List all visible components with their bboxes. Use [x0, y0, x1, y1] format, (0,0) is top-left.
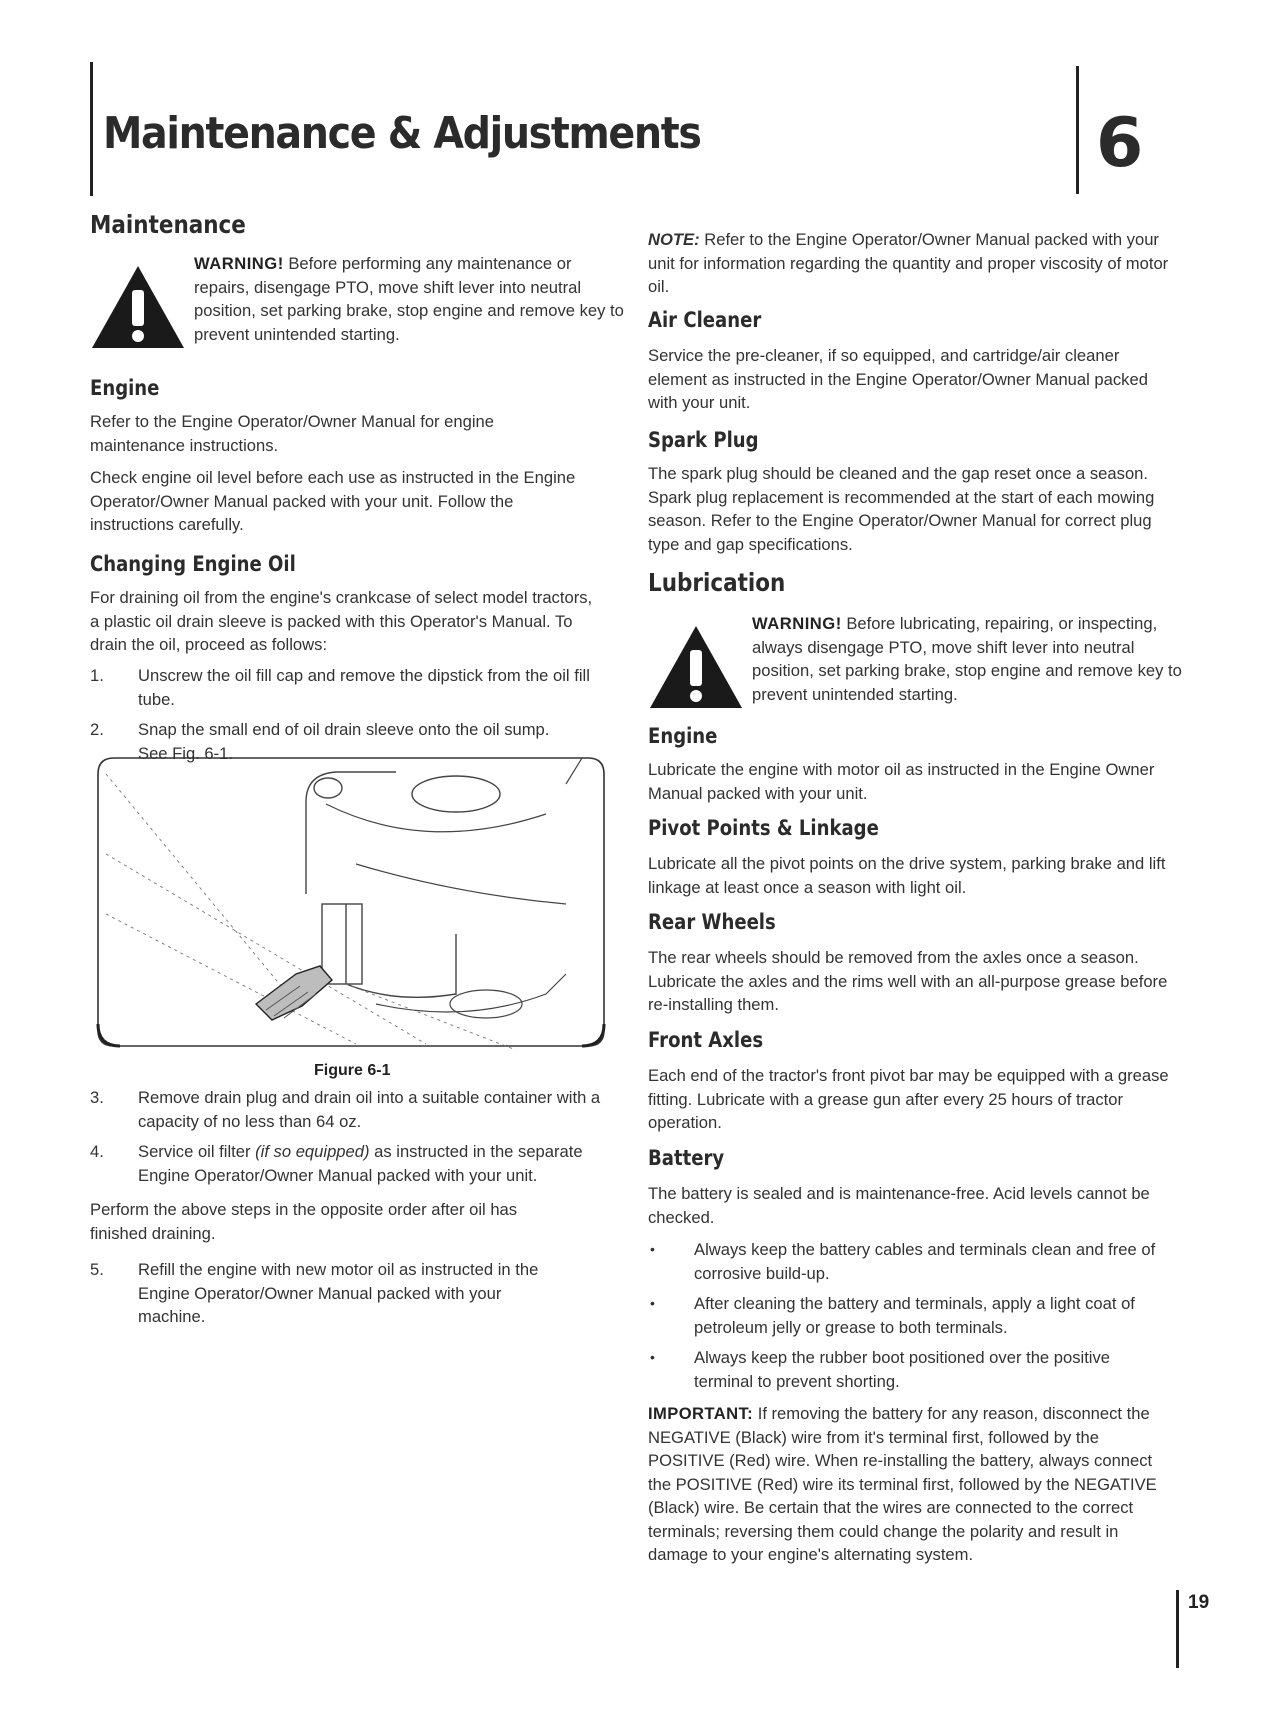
- after-steps-paragraph: Perform the above steps in the opposite order after oil has finished draining.: [90, 1200, 518, 1243]
- warning-triangle-icon: [648, 624, 744, 710]
- step-text: Remove drain plug and drain oil into a suitable container with a capacity of no less than 64 oz.: [138, 1088, 601, 1131]
- chapter-number: 6: [1096, 104, 1144, 183]
- warning-text: Before performing any maintenance or repairs, disengage PTO, move shift lever into neutral position, set parking brake, stop engine and remove key to prevent unintended starting.: [194, 254, 624, 344]
- bullet-mark: •: [650, 1295, 655, 1311]
- important-keyword: IMPORTANT:: [648, 1404, 754, 1423]
- bullet-text: After cleaning the battery and terminals, apply a light coat of petroleum jelly or grease to both terminals.: [694, 1294, 1135, 1337]
- step-number: 3.: [90, 1088, 104, 1107]
- battery-heading: Battery: [648, 1146, 725, 1170]
- footer-rule: [1176, 1590, 1179, 1668]
- step-number: 4.: [90, 1142, 104, 1161]
- step-number: 2.: [90, 720, 104, 739]
- engine-paragraph-2: Check engine oil level before each use as instructed in the Engine Operator/Owner Manual packed with your unit. Follow the instructions carefully.: [90, 468, 576, 534]
- lube-engine-paragraph: Lubricate the engine with motor oil as instructed in the Engine Owner Manual packed with your unit.: [648, 760, 1155, 803]
- battery-paragraph: The battery is sealed and is maintenance-free. Acid levels cannot be checked.: [648, 1184, 1150, 1227]
- header-rule-right: [1076, 66, 1079, 194]
- pivot-points-paragraph: Lubricate all the pivot points on the drive system, parking brake and lift linkage at least once a season with light oil.: [648, 854, 1166, 897]
- warning-triangle-icon: [90, 264, 186, 350]
- bullet-mark: •: [650, 1349, 655, 1365]
- bullet-text: Always keep the rubber boot positioned over the positive terminal to prevent shorting.: [694, 1348, 1111, 1391]
- warning-keyword: WARNING!: [194, 254, 284, 273]
- note-paragraph: NOTE: Refer to the Engine Operator/Owner Manual packed with your unit for information regarding the quantity and proper viscosity of motor oil.: [648, 230, 1169, 296]
- lubrication-heading: Lubrication: [648, 568, 786, 597]
- air-cleaner-heading: Air Cleaner: [648, 308, 762, 332]
- spark-plug-heading: Spark Plug: [648, 428, 759, 452]
- figure-6-1-illustration: [96, 754, 608, 1050]
- bullet-mark: •: [650, 1241, 655, 1257]
- changing-oil-heading: Changing Engine Oil: [90, 552, 296, 576]
- rear-wheels-heading: Rear Wheels: [648, 910, 776, 934]
- rear-wheels-paragraph: The rear wheels should be removed from the axles once a season. Lubricate the axles and the rims well with an all-purpose grease before re-installing them.: [648, 948, 1168, 1014]
- maintenance-heading: Maintenance: [90, 210, 246, 239]
- engine-heading: Engine: [90, 376, 160, 400]
- step-number: 5.: [90, 1260, 104, 1279]
- warning-keyword: WARNING!: [752, 614, 842, 633]
- step-text: Service oil filter (if so equipped) as instructed in the separate Engine Operator/Owner Manual packed with your unit.: [138, 1142, 583, 1185]
- pivot-points-heading: Pivot Points & Linkage: [648, 816, 879, 840]
- step-text: Unscrew the oil fill cap and remove the dipstick from the oil fill tube.: [138, 666, 590, 709]
- engine-paragraph-1: Refer to the Engine Operator/Owner Manual for engine maintenance instructions.: [90, 412, 495, 455]
- page-number: 19: [1188, 1592, 1210, 1613]
- warning-text: Before lubricating, repairing, or inspecting, always disengage PTO, move shift lever into neutral position, set parking brake, stop engine and remove key to prevent unintended starting.: [752, 614, 1182, 704]
- front-axles-heading: Front Axles: [648, 1028, 764, 1052]
- spark-plug-paragraph: The spark plug should be cleaned and the gap reset once a season. Spark plug replacement is recommended at the start of each mowing season. Refer to the Engine Operator/Owner Manual for correct plug type and gap specifications.: [648, 464, 1155, 554]
- step-text: Snap the small end of oil drain sleeve onto the oil sump. See Fig. 6-1.: [138, 720, 550, 763]
- important-paragraph: IMPORTANT: If removing the battery for any reason, disconnect the NEGATIVE (Black) wire from it's terminal first, followed by the POSITIVE (Red) wire. When re-installing the battery, always connect the POSITIVE (Red) wire its terminal first, followed by the NEGATIVE (Black) wire. Be certain that the wires are connected to the correct terminals; reversing them could change the polarity and result in damage to your engine's alternating system.: [648, 1404, 1157, 1564]
- figure-caption: Figure 6-1: [314, 1062, 391, 1079]
- bullet-text: Always keep the battery cables and terminals clean and free of corrosive build-up.: [694, 1240, 1156, 1283]
- page-title: Maintenance & Adjustments: [103, 108, 701, 159]
- front-axles-paragraph: Each end of the tractor's front pivot bar may be equipped with a grease fitting. Lubricate with a grease gun after every 25 hours of tractor operation.: [648, 1066, 1169, 1132]
- header-rule-left: [90, 62, 93, 196]
- step-number: 1.: [90, 666, 104, 685]
- note-keyword: NOTE:: [648, 230, 700, 249]
- lube-engine-heading: Engine: [648, 724, 718, 748]
- step-text: Refill the engine with new motor oil as instructed in the Engine Operator/Owner Manual packed with your machine.: [138, 1260, 539, 1326]
- air-cleaner-paragraph: Service the pre-cleaner, if so equipped, and cartridge/air cleaner element as instructed in the Engine Operator/Owner Manual packed with your unit.: [648, 346, 1148, 412]
- changing-oil-paragraph: For draining oil from the engine's crankcase of select model tractors, a plastic oil drain sleeve is packed with this Operator's Manual. To drain the oil, proceed as follows:: [90, 588, 593, 654]
